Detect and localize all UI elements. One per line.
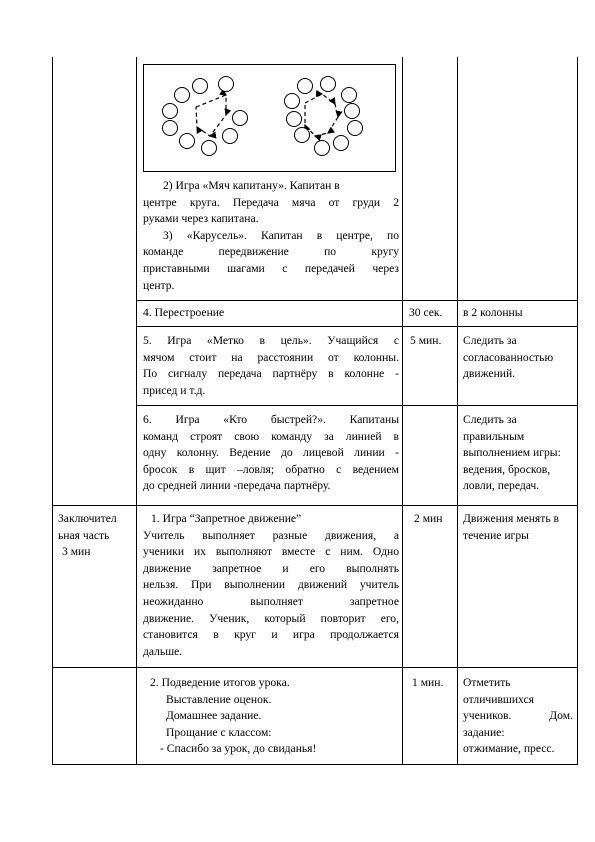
row-divider-3 [136,405,578,406]
content-line: Прощание с классом: [166,725,272,739]
row-divider-1 [136,300,578,301]
game3-line: центр. [143,278,175,292]
row5-notes [463,511,559,544]
player-circle [174,87,190,103]
player-circle [222,128,238,144]
table-divider-part [136,57,137,765]
notes-line: Движения менять в [463,512,559,525]
row4-notes [463,412,561,495]
content-line: Выставление оценок. [166,692,272,706]
content-line: неожиданно выполняет запретное [143,594,399,608]
player-circle [232,110,248,126]
row1-content [143,178,399,294]
player-circle [294,127,310,143]
player-circle [192,78,208,94]
player-circle [341,87,357,103]
row6-notes [463,675,573,758]
table-border-right [577,57,578,765]
notes-line: Следить за [463,413,517,426]
content-line: 5. Игра «Метко в цель». Учащийся с [143,334,399,347]
notes-line: Отметить [463,676,511,689]
content-line: Учитель выполняет разные движения, а [143,528,399,542]
formation-diagram [143,64,396,172]
content-line: движение запретное и его выполнять [143,561,399,575]
content-line: Домашнее задание. [166,709,262,723]
game2-line: руками через капитана. [143,212,259,226]
player-circle [320,76,336,92]
row3-notes [463,333,553,383]
table-border-bottom [52,764,578,765]
circle-formation-drawing [142,63,395,171]
player-circle [347,120,363,136]
content-line: По сигналу передача партнёру в колонне - [143,367,399,381]
player-circle [201,140,217,156]
row3-time: 5 мин. [410,334,442,347]
notes-line: учеников. Дом. [463,709,573,723]
row2-notes: в 2 колонны [463,306,523,319]
notes-line: отжимание, пресс. [463,742,555,756]
game3-line: приставными шагами с передачей через [143,261,399,275]
notes-line: ведения, бросков, [463,462,551,476]
row6-time: 1 мин. [412,676,444,689]
row2-content: 4. Перестроение [143,306,225,319]
row5-content [143,511,399,660]
part-line: Заключител [58,512,117,525]
player-circle [284,93,300,109]
row2-time: 30 сек. [409,306,443,319]
game3-line: команде передвижение по кругу [143,245,399,259]
row5-time: 2 мин [414,512,443,525]
content-line: становится в круг и игра продолжается [143,628,399,642]
content-line: команд строят свою команду за линией в [143,429,399,443]
content-line: 2. Подведение итогов урока. [150,676,290,689]
content-line: 6. Игра «Кто быстрей?». Капитаны [143,413,399,426]
player-circle [162,120,178,136]
content-line: до средней линии -передача партнёру. [143,479,331,493]
row-divider-4 [52,505,578,506]
player-circle [297,78,313,94]
player-circle [162,103,178,119]
player-circle [344,103,360,119]
player-circle [333,135,349,151]
notes-line: отличившихся [463,692,534,706]
row-divider-2 [136,326,578,327]
notes-line: Следить за [463,334,517,347]
part-line: ьная часть [58,528,110,542]
row4-content [143,412,399,495]
content-line: - Спасибо за урок, до свиданья! [160,742,317,756]
content-line: ученики их выполняют вместе с ним. Одно [143,545,399,559]
content-line: мячом стоит на расстоянии от колонны. [143,350,399,364]
player-circle [286,111,302,127]
content-line: присед и т.д. [143,383,206,397]
notes-line: ловли, передач. [463,479,540,493]
row5-part [58,511,134,561]
content-line: бросок в щит –ловля; обратно с ведением [143,462,399,476]
content-line: движение. Ученик, который повторит его, [143,611,399,625]
player-circle [179,133,195,149]
player-circle [218,76,234,92]
content-line: нельзя. При выполнении движений учитель [143,578,399,592]
content-line: дальше. [143,644,183,658]
part-line: 3 мин [62,545,91,559]
row3-content [143,333,399,399]
notes-line: задание: [463,725,505,739]
table-divider-content [402,57,403,765]
notes-line: согласованностью [463,350,554,364]
notes-line: движений. [463,367,516,381]
table-border-left [52,57,53,765]
notes-line: течение игры [463,528,529,542]
game2-line: 2) Игра «Мяч капитану». Капитан в [163,179,340,192]
player-circle [314,140,330,156]
notes-line: правильным [463,429,525,443]
row6-content [150,675,398,758]
content-line: 1. Игра “Запретное движение” [151,512,302,525]
passing-path-right [305,94,338,136]
notes-line: выполнением игры: [463,446,561,460]
content-line: одну колонну. Ведение до лицевой линии - [143,446,399,460]
table-divider-time [457,57,458,765]
game3-line: 3) «Карусель». Капитан в центре, по [163,228,399,242]
passing-path-left [196,95,226,136]
game2-line: центре круга. Передача мяча от груди 2 [143,195,399,209]
row-divider-5 [52,667,578,668]
